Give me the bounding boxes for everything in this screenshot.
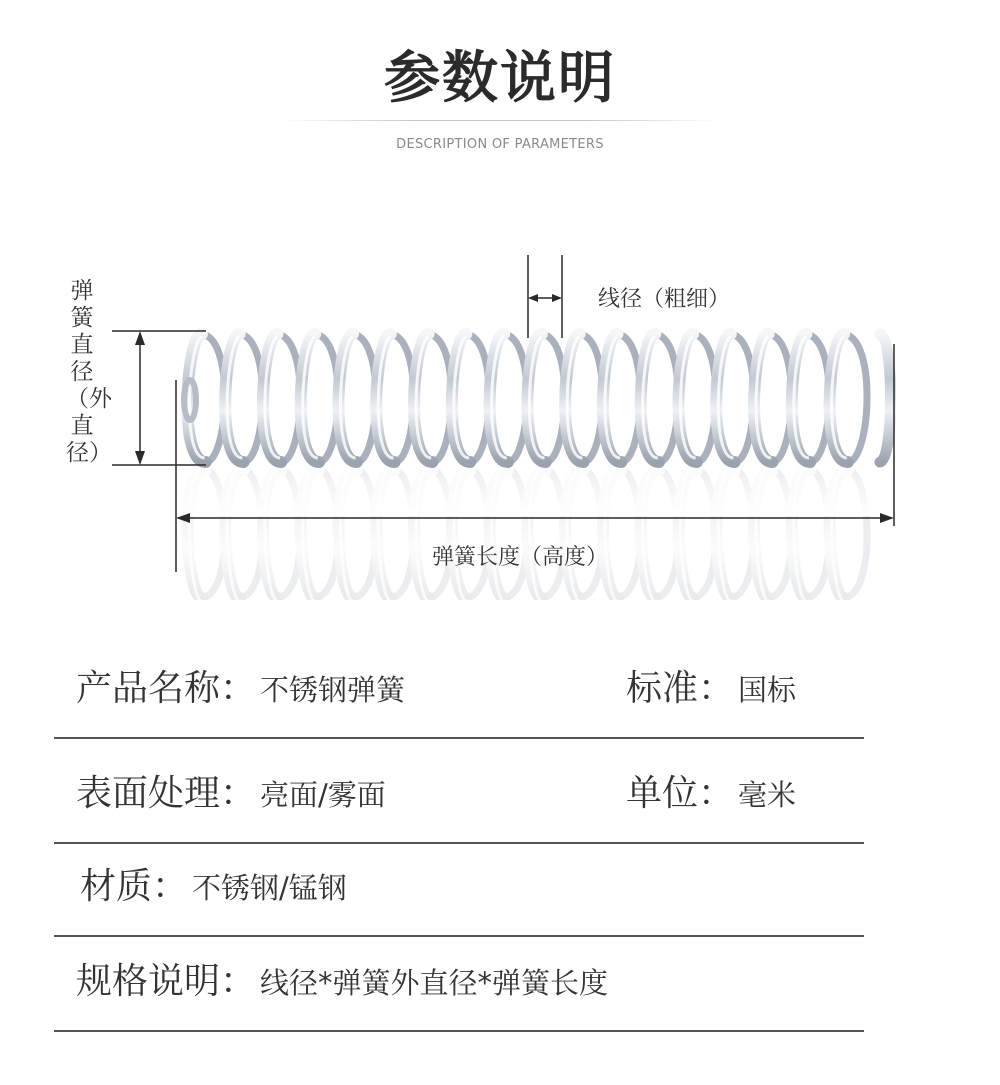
spec-cell xyxy=(76,953,608,1004)
standard-label: 标准： xyxy=(626,668,735,709)
page-subtitle: DESCRIPTION OF PARAMETERS xyxy=(396,137,604,152)
specification-label: 规格说明： xyxy=(76,961,257,1002)
spec-row-material xyxy=(54,844,864,937)
spec-row-product xyxy=(54,640,864,739)
material-label: 材质： xyxy=(80,866,189,907)
material-value: 不锈钢/锰钢 xyxy=(192,871,347,905)
spec-cell xyxy=(80,858,347,909)
specification-value: 线径*弹簧外直径*弹簧长度 xyxy=(260,966,609,1000)
unit-label: 单位： xyxy=(626,773,735,814)
spec-cell xyxy=(626,660,796,711)
spec-cell xyxy=(76,765,386,816)
wire-diameter-dimension xyxy=(528,255,562,338)
spec-table xyxy=(54,640,864,1032)
spring-end-coil xyxy=(880,334,891,462)
spring-diagram xyxy=(0,230,1000,600)
unit-value: 毫米 xyxy=(738,778,797,812)
surface-treatment-value: 亮面/雾面 xyxy=(260,778,386,812)
spring-coils xyxy=(184,334,891,462)
spec-cell xyxy=(626,765,796,816)
wire-diameter-label: 线径（粗细） xyxy=(598,287,731,312)
surface-treatment-label: 表面处理： xyxy=(76,773,257,814)
standard-value: 国标 xyxy=(738,673,797,707)
coil-back-segment xyxy=(842,334,867,462)
outer-diameter-label: 弹簧直径（外直径） xyxy=(66,278,112,466)
spec-cell xyxy=(76,660,405,711)
spec-row-surface xyxy=(54,739,864,844)
page-title: 参数说明 xyxy=(384,46,616,111)
product-name-label: 产品名称： xyxy=(76,668,257,709)
spec-row-specification xyxy=(54,937,864,1032)
spring-length-label: 弹簧长度（高度） xyxy=(432,545,609,570)
product-name-value: 不锈钢弹簧 xyxy=(260,673,406,707)
title-divider xyxy=(280,120,720,121)
